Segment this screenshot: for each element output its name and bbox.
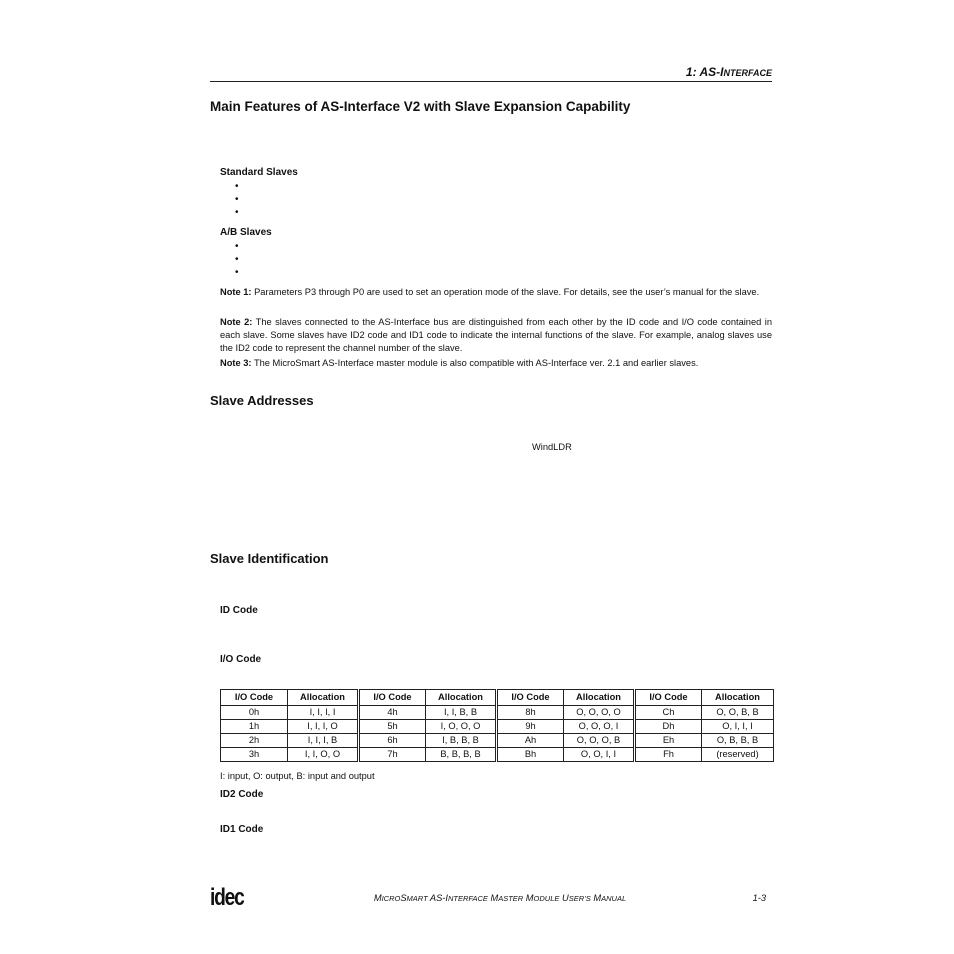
chapter-header — [210, 65, 772, 79]
table-cell: O, I, I, I — [702, 720, 774, 734]
header-io-code: I/O Code — [497, 690, 564, 706]
table-cell: 2h — [221, 734, 288, 748]
note-3 — [220, 357, 772, 370]
table-cell: 9h — [497, 720, 564, 734]
table-cell: I, I, O, O — [288, 748, 359, 762]
table-cell: 7h — [359, 748, 426, 762]
table-cell: 0h — [221, 706, 288, 720]
standard-slaves-bullet: • — [235, 207, 239, 218]
footer-title-part: ODULE — [533, 894, 560, 903]
header-rule — [210, 81, 772, 82]
header-io-code: I/O Code — [635, 690, 702, 706]
table-header-row — [221, 690, 774, 706]
table-legend: I: input, O: output, B: input and output — [220, 771, 375, 781]
header-allocation: Allocation — [564, 690, 635, 706]
note-3-label: Note 3: — [220, 358, 252, 368]
table-row — [221, 748, 774, 762]
io-code-table — [220, 689, 774, 762]
note-1 — [220, 286, 772, 299]
table-cell: O, O, O, B — [564, 734, 635, 748]
table-cell: B, B, B, B — [426, 748, 497, 762]
table-cell: Eh — [635, 734, 702, 748]
note-2-label: Note 2: — [220, 317, 253, 327]
windldr-label: WindLDR — [532, 442, 572, 452]
table-cell: Fh — [635, 748, 702, 762]
note-3-text: The MicroSmart AS-Interface master module is also compatible with AS-Interface ver. 2.1 and earlier slaves. — [253, 358, 699, 368]
footer-title-part: MART — [406, 894, 428, 903]
standard-slaves-heading: Standard Slaves — [220, 167, 298, 178]
table-cell: Dh — [635, 720, 702, 734]
footer-title — [330, 893, 670, 903]
ab-slaves-bullet: • — [235, 267, 239, 278]
table-cell: I, I, I, I — [288, 706, 359, 720]
table-cell: O, B, B, B — [702, 734, 774, 748]
note-2-text: The slaves connected to the AS-Interface bus are distinguished from each other by the ID code and I/O code contained in each slave. Some slaves have ID2 code and ID1 code to indicate the internal functions of the slave. For example, analog slaves use the ID2 code to represent the channel number of the slave. — [220, 317, 772, 353]
table-cell: I, I, I, O — [288, 720, 359, 734]
main-heading: Main Features of AS-Interface V2 with Slave Expansion Capability — [210, 99, 631, 114]
footer-title-part: SER’S — [568, 894, 591, 903]
id2-code-heading: ID2 Code — [220, 789, 264, 800]
table-cell: I, I, I, B — [288, 734, 359, 748]
footer-title-part: M — [487, 893, 499, 903]
io-code-heading: I/O Code — [220, 654, 262, 665]
table-cell: O, O, B, B — [702, 706, 774, 720]
chapter-title-first: AS-I — [699, 65, 724, 79]
table-cell: 8h — [497, 706, 564, 720]
ab-slaves-bullet: • — [235, 241, 239, 252]
table-cell: Ch — [635, 706, 702, 720]
table-cell: 3h — [221, 748, 288, 762]
table-row — [221, 734, 774, 748]
table-cell: I, O, O, O — [426, 720, 497, 734]
id1-code-heading: ID1 Code — [220, 824, 264, 835]
table-cell: 4h — [359, 706, 426, 720]
header-allocation: Allocation — [426, 690, 497, 706]
footer-title-part: NTERFACE — [448, 894, 488, 903]
footer-title-part: U — [559, 893, 569, 903]
table-cell: Ah — [497, 734, 564, 748]
footer-title-part: ASTER — [498, 894, 524, 903]
page-number: 1-3 — [752, 893, 766, 903]
footer-title-part: ANUAL — [601, 894, 627, 903]
idec-logo: idec — [210, 884, 244, 911]
id-code-heading: ID Code — [220, 605, 258, 616]
footer-title-part: M — [373, 893, 382, 903]
table-cell: 6h — [359, 734, 426, 748]
footer-title-part: ICRO — [381, 894, 401, 903]
ab-slaves-heading: A/B Slaves — [220, 227, 272, 238]
slave-identification-heading: Slave Identification — [210, 551, 329, 566]
table-cell: O, O, O, O — [564, 706, 635, 720]
table-cell: I, I, B, B — [426, 706, 497, 720]
table-cell: Bh — [497, 748, 564, 762]
table-cell: 1h — [221, 720, 288, 734]
footer-title-part: M — [590, 893, 602, 903]
header-io-code: I/O Code — [359, 690, 426, 706]
standard-slaves-bullet: • — [235, 194, 239, 205]
standard-slaves-bullet: • — [235, 181, 239, 192]
table-cell: O, O, I, I — [564, 748, 635, 762]
ab-slaves-bullet: • — [235, 254, 239, 265]
table-cell: (reserved) — [702, 748, 774, 762]
header-allocation: Allocation — [288, 690, 359, 706]
header-allocation: Allocation — [702, 690, 774, 706]
table-cell: O, O, O, I — [564, 720, 635, 734]
table-cell: I, B, B, B — [426, 734, 497, 748]
note-1-text: Parameters P3 through P0 are used to set an operation mode of the slave. For details, see the user’s manual for the slave. — [254, 287, 760, 297]
table-cell: 5h — [359, 720, 426, 734]
note-2 — [220, 316, 772, 355]
footer-title-part: S — [400, 893, 407, 903]
note-1-label: Note 1: — [220, 287, 252, 297]
footer-title-part: AS-I — [427, 893, 448, 903]
table-row — [221, 720, 774, 734]
chapter-title-rest: NTERFACE — [723, 68, 772, 78]
slave-addresses-heading: Slave Addresses — [210, 393, 314, 408]
header-io-code: I/O Code — [221, 690, 288, 706]
footer-title-part: M — [523, 893, 534, 903]
chapter-number: 1: — [685, 65, 697, 79]
table-row — [221, 706, 774, 720]
